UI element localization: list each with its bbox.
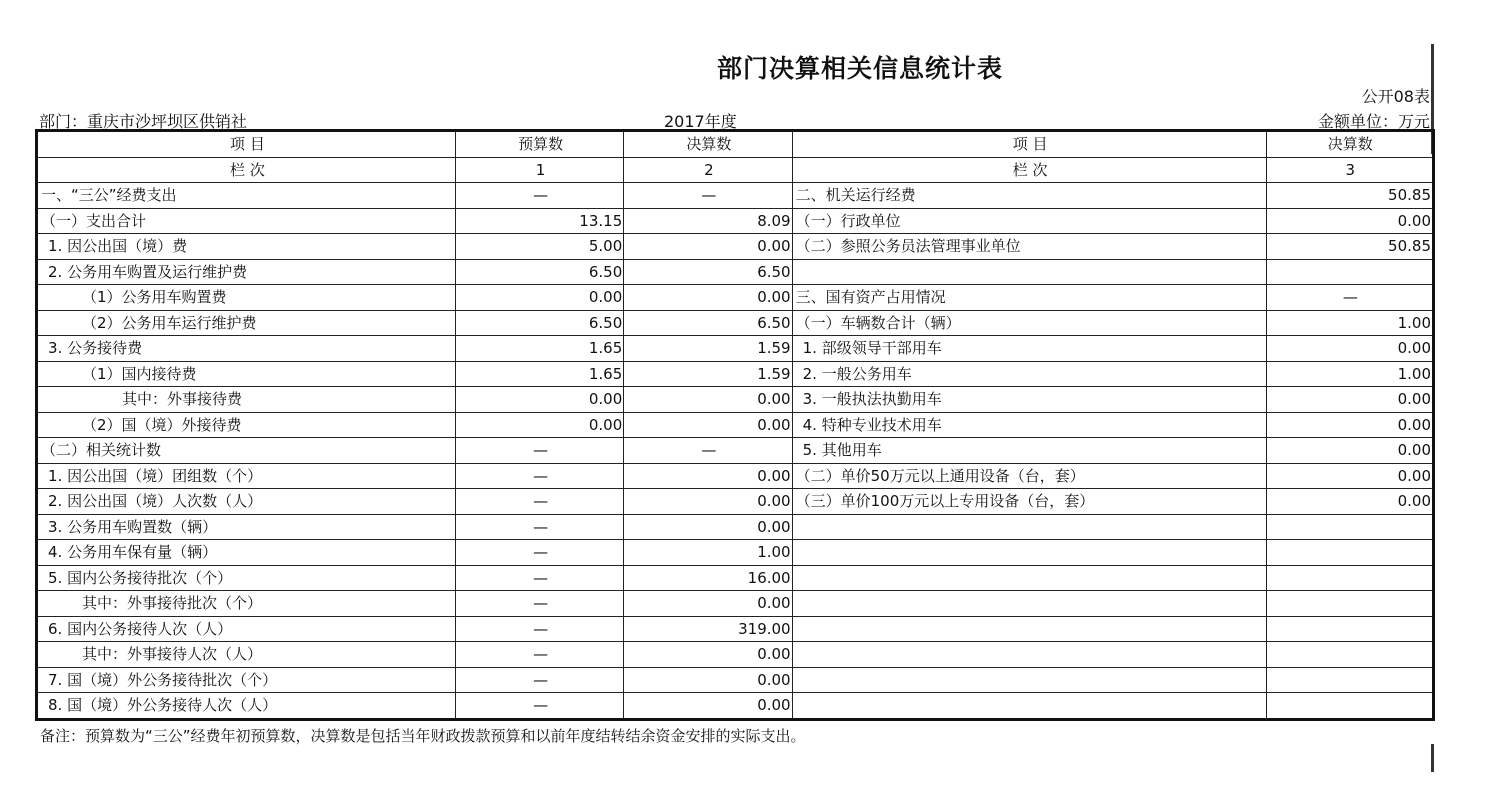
budget-value: 5.00	[455, 234, 623, 260]
budget-value: 0.00	[455, 412, 623, 438]
right-item: 三、国有资产占用情况	[792, 285, 1266, 311]
right-item: 二、机关运行经费	[792, 183, 1266, 209]
right-value	[1266, 616, 1433, 642]
budget-value: 0.00	[455, 285, 623, 311]
right-value: 0.00	[1266, 489, 1433, 515]
budget-value: 6.50	[455, 259, 623, 285]
table-row	[37, 259, 1434, 285]
right-item: 5. 其他用车	[792, 438, 1266, 464]
budget-value: —	[455, 565, 623, 591]
table-row	[37, 540, 1434, 566]
budget-value: —	[455, 183, 623, 209]
final-value: 6.50	[624, 310, 792, 336]
column-number-row	[37, 157, 1434, 183]
left-item: 3. 公务用车购置数（辆）	[37, 514, 456, 540]
final-value: 0.00	[624, 591, 792, 617]
right-value: 0.00	[1266, 438, 1433, 464]
budget-value: —	[455, 514, 623, 540]
right-item	[792, 693, 1266, 720]
table-row	[37, 693, 1434, 720]
left-item: 4. 公务用车保有量（辆）	[37, 540, 456, 566]
table-row	[37, 463, 1434, 489]
right-item	[792, 667, 1266, 693]
final-value: 0.00	[624, 463, 792, 489]
final-value: 16.00	[624, 565, 792, 591]
table-row	[37, 565, 1434, 591]
budget-value: 1.65	[455, 336, 623, 362]
right-item: （一）车辆数合计（辆）	[792, 310, 1266, 336]
final-value: 6.50	[624, 259, 792, 285]
right-value	[1266, 591, 1433, 617]
left-item: 8. 国（境）外公务接待人次（人）	[37, 693, 456, 720]
right-item	[792, 616, 1266, 642]
left-item: 6. 国内公务接待人次（人）	[37, 616, 456, 642]
budget-value: —	[455, 616, 623, 642]
budget-value: 6.50	[455, 310, 623, 336]
header-left-item: 项 目	[37, 131, 456, 158]
left-item: 1. 因公出国（境）团组数（个）	[37, 463, 456, 489]
right-value	[1266, 642, 1433, 668]
unit-label: 金额单位：万元	[1317, 112, 1430, 131]
final-value: 0.00	[624, 514, 792, 540]
left-item: 其中：外事接待人次（人）	[37, 642, 456, 668]
table-row	[37, 285, 1434, 311]
right-value	[1266, 259, 1433, 285]
right-item: （一）行政单位	[792, 208, 1266, 234]
page-title: 部门决算相关信息统计表	[716, 54, 1003, 83]
right-item	[792, 514, 1266, 540]
header-right-item: 项 目	[792, 131, 1266, 158]
left-item: 3. 公务接待费	[37, 336, 456, 362]
table-row	[37, 667, 1434, 693]
table-row	[37, 514, 1434, 540]
table-row	[37, 489, 1434, 515]
right-value	[1266, 667, 1433, 693]
table-row	[37, 310, 1434, 336]
left-item: 2. 公务用车购置及运行维护费	[37, 259, 456, 285]
left-item: （2）公务用车运行维护费	[37, 310, 456, 336]
header-budget: 预算数	[455, 131, 623, 158]
right-value: 0.00	[1266, 412, 1433, 438]
final-value: 0.00	[624, 412, 792, 438]
right-value: 0.00	[1266, 463, 1433, 489]
left-item: 其中：外事接待费	[37, 387, 456, 413]
final-value: 8.09	[624, 208, 792, 234]
right-item: （三）单价100万元以上专用设备（台，套）	[792, 489, 1266, 515]
right-value	[1266, 565, 1433, 591]
right-item: 3. 一般执法执勤用车	[792, 387, 1266, 413]
right-item: 4. 特种专业技术用车	[792, 412, 1266, 438]
right-value: 0.00	[1266, 387, 1433, 413]
year-label: 2017年度	[664, 112, 737, 131]
final-value: —	[624, 438, 792, 464]
statistics-table	[35, 129, 1435, 721]
page-edge-line	[1431, 744, 1434, 772]
right-value	[1266, 693, 1433, 720]
left-item: 其中：外事接待批次（个）	[37, 591, 456, 617]
final-value: 1.59	[624, 361, 792, 387]
table-row	[37, 208, 1434, 234]
column-1: 1	[455, 157, 623, 183]
budget-value: 1.65	[455, 361, 623, 387]
right-item	[792, 642, 1266, 668]
right-value: 1.00	[1266, 361, 1433, 387]
budget-value: —	[455, 463, 623, 489]
table-row	[37, 234, 1434, 260]
form-code: 公开08表	[1361, 87, 1430, 106]
table-row	[37, 387, 1434, 413]
table-row	[37, 591, 1434, 617]
budget-value: —	[455, 642, 623, 668]
right-item	[792, 591, 1266, 617]
left-item: （2）国（境）外接待费	[37, 412, 456, 438]
budget-value: 13.15	[455, 208, 623, 234]
right-item: （二）参照公务员法管理事业单位	[792, 234, 1266, 260]
budget-value: —	[455, 540, 623, 566]
left-item: 一、“三公”经费支出	[37, 183, 456, 209]
right-value	[1266, 540, 1433, 566]
table-row	[37, 642, 1434, 668]
budget-value: 0.00	[455, 387, 623, 413]
final-value: 1.00	[624, 540, 792, 566]
final-value: 0.00	[624, 642, 792, 668]
right-item	[792, 565, 1266, 591]
right-value: —	[1266, 285, 1433, 311]
column-3: 3	[1266, 157, 1433, 183]
department-label: 部门：重庆市沙坪坝区供销社	[39, 112, 248, 131]
header-row	[37, 131, 1434, 158]
left-item: 1. 因公出国（境）费	[37, 234, 456, 260]
final-value: 0.00	[624, 693, 792, 720]
right-item: （二）单价50万元以上通用设备（台，套）	[792, 463, 1266, 489]
table-row	[37, 336, 1434, 362]
right-value: 0.00	[1266, 208, 1433, 234]
column-right-label: 栏 次	[792, 157, 1266, 183]
left-item: 7. 国（境）外公务接待批次（个）	[37, 667, 456, 693]
right-item: 2. 一般公务用车	[792, 361, 1266, 387]
table-row	[37, 412, 1434, 438]
left-item: （1）公务用车购置费	[37, 285, 456, 311]
final-value: 0.00	[624, 387, 792, 413]
right-value: 50.85	[1266, 234, 1433, 260]
table-row	[37, 438, 1434, 464]
table-row	[37, 183, 1434, 209]
final-value: 0.00	[624, 667, 792, 693]
budget-value: —	[455, 693, 623, 720]
right-item	[792, 540, 1266, 566]
left-item: 5. 国内公务接待批次（个）	[37, 565, 456, 591]
table-row	[37, 361, 1434, 387]
right-item	[792, 259, 1266, 285]
final-value: —	[624, 183, 792, 209]
right-item: 1. 部级领导干部用车	[792, 336, 1266, 362]
budget-value: —	[455, 438, 623, 464]
final-value: 0.00	[624, 234, 792, 260]
column-2: 2	[624, 157, 792, 183]
header-right-final: 决算数	[1266, 131, 1433, 158]
right-value	[1266, 514, 1433, 540]
budget-value: —	[455, 489, 623, 515]
final-value: 319.00	[624, 616, 792, 642]
footnote: 备注：预算数为“三公”经费年初预算数，决算数是包括当年财政拨款预算和以前年度结转结余资金安排的实际支出。	[40, 727, 806, 745]
left-item: （二）相关统计数	[37, 438, 456, 464]
right-value: 50.85	[1266, 183, 1433, 209]
right-value: 0.00	[1266, 336, 1433, 362]
left-item: 2. 因公出国（境）人次数（人）	[37, 489, 456, 515]
final-value: 1.59	[624, 336, 792, 362]
final-value: 0.00	[624, 489, 792, 515]
budget-value: —	[455, 591, 623, 617]
table-row	[37, 616, 1434, 642]
right-value: 1.00	[1266, 310, 1433, 336]
left-item: （1）国内接待费	[37, 361, 456, 387]
budget-value: —	[455, 667, 623, 693]
header-final: 决算数	[624, 131, 792, 158]
final-value: 0.00	[624, 285, 792, 311]
left-item: （一）支出合计	[37, 208, 456, 234]
column-label: 栏 次	[37, 157, 456, 183]
